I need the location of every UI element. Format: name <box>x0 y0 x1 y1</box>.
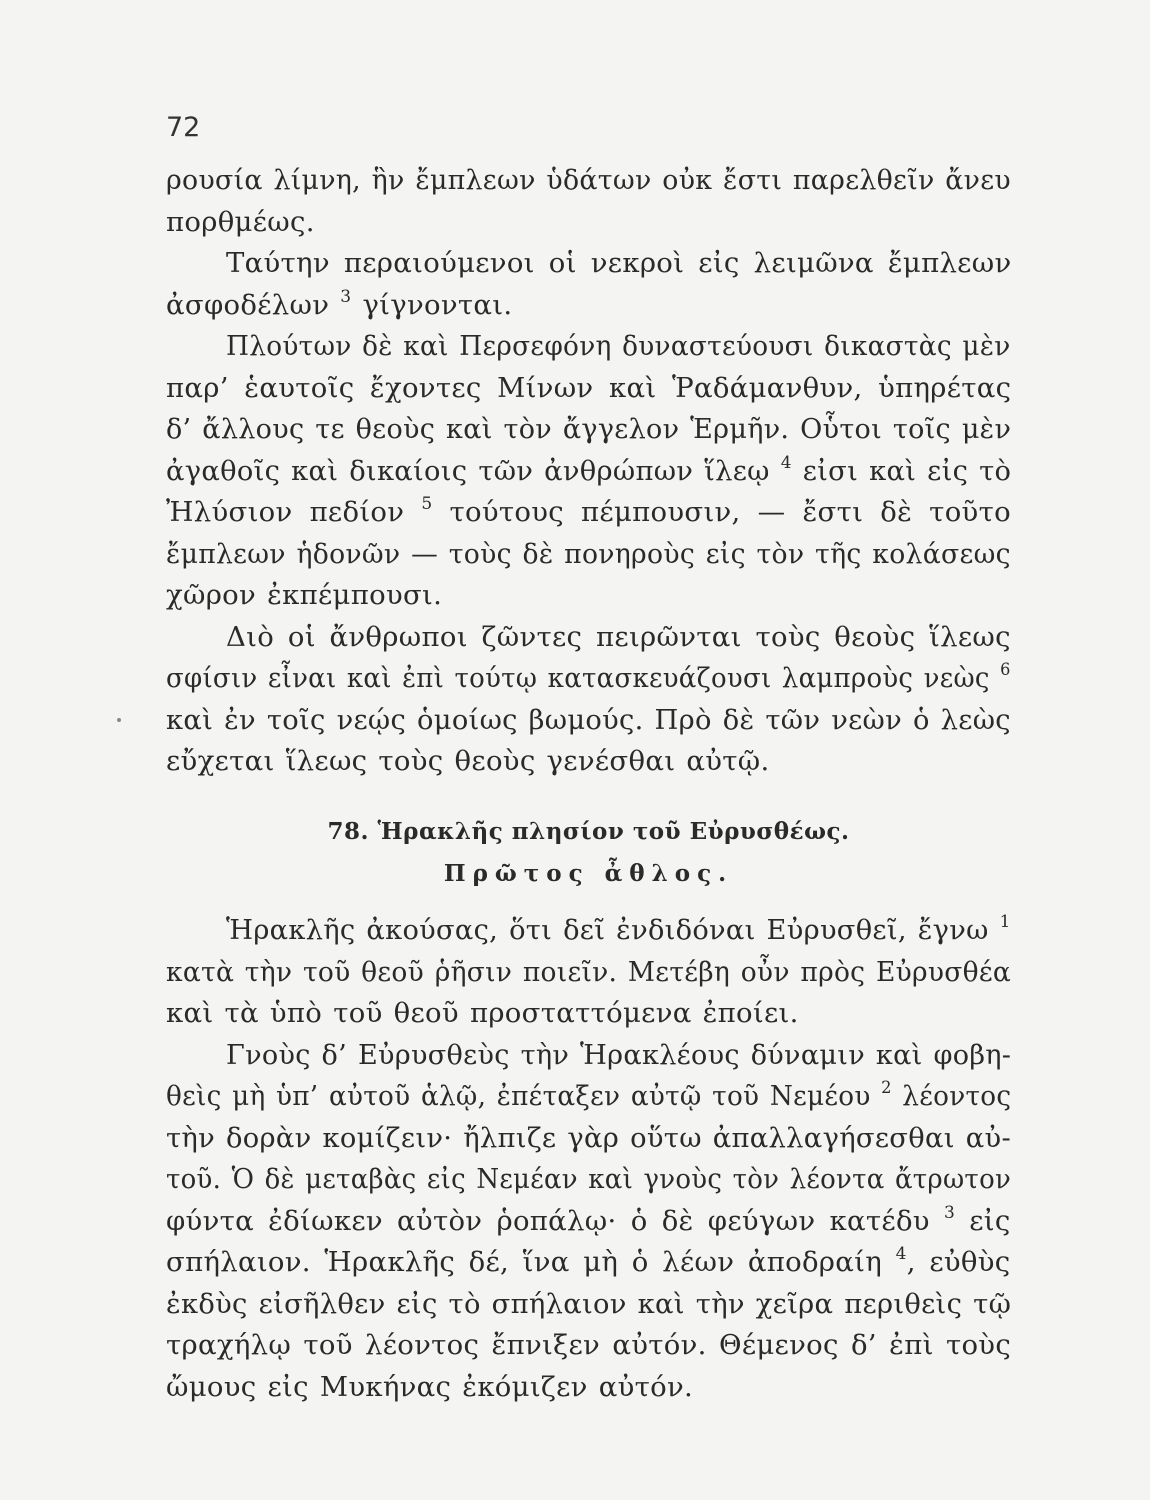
text-line: Ταύτην περαιούμενοι οἱ νεκροὶ εἰς λειμῶνα ἔμπλεων <box>226 247 1012 279</box>
text-line: Γνοὺς δ’ Εὐρυσθεὺς τὴν Ἡρακλέους δύναμιν καὶ φοβη- <box>226 1038 1012 1071</box>
text-line: πορθμέως. <box>166 205 315 238</box>
text-line: Ἡρακλῆς ἀκούσας, ὅτι δεῖ ἐνδιδόναι Εὐρυσθεῖ, ἔγνω $^1$ <box>226 912 1011 946</box>
text-line: κατὰ τὴν τοῦ θεοῦ ῥῆσιν ποιεῖν. Μετέβη οὖν πρὸς Εὐρυσθέα <box>166 955 1012 988</box>
passage-underworld <box>166 160 1011 783</box>
text-line: θεὶς μὴ ὑπ’ αὐτοῦ ἁλῷ, ἐπέταξεν αὐτῷ τοῦ Νεμέου $^2$ λέοντος <box>166 1078 1012 1112</box>
text-line: σφίσιν εἶναι καὶ ἐπὶ τούτῳ κατασκευάζουσι λαμπροὺς νεὼς $^6$ <box>166 660 1011 694</box>
section-heading: 78. Ἡρακλῆς πλησίον τοῦ Εὐρυσθέως. <box>327 818 850 845</box>
text-line: Ἠλύσιον πεδίον $^5$ τούτους πέμπουσιν, — ἔστι δὲ τοῦτο <box>166 494 1011 528</box>
text-line: παρ’ ἑαυτοῖς ἔχοντες Μίνων καὶ Ῥαδάμανθυν, ὑπηρέτας <box>166 371 1012 404</box>
text-line: ἐκδὺς εἰσῆλθεν εἰς τὸ σπήλαιον καὶ τὴν χεῖρα περιθεὶς τῷ <box>166 1287 1012 1320</box>
text-line: φύντα ἐδίωκεν αὐτὸν ῥοπάλῳ· ὁ δὲ φεύγων κατέδυ $^3$ εἰς <box>166 1202 1011 1237</box>
text-line: καὶ ἐν τοῖς νεῴς ὁμοίως βωμούς. Πρὸ δὲ τῶν νεὼν ὁ λεὼς <box>166 703 1011 736</box>
footnote-ref: 1 <box>999 912 1011 932</box>
footnote-ref: 3 <box>943 1202 956 1223</box>
footnote-ref: 4 <box>895 1244 907 1264</box>
text-line: ὤμους εἰς Μυκήνας ἐκόμιζεν αὐτόν. <box>166 1370 694 1403</box>
passage-heracles <box>166 910 1011 1408</box>
text-line: ἔμπλεων ἡδονῶν — τοὺς δὲ πονηροὺς εἰς τὸν τῆς κολάσεως <box>166 537 1011 570</box>
footnote-ref: 2 <box>881 1078 892 1098</box>
text-line: εὔχεται ἵλεως τοὺς θεοὺς γενέσθαι αὐτῷ. <box>166 745 770 777</box>
margin-mark <box>117 718 121 722</box>
text-line: Διὸ οἱ ἄνθρωποι ζῶντες πειρῶνται τοὺς θεοὺς ἵλεως <box>226 620 1011 653</box>
text-line: ρουσία λίμνη, ἣν ἔμπλεων ὑδάτων οὐκ ἔστι παρελθεῖν ἄνευ <box>166 164 1011 196</box>
section-subheading: Πρῶτος ἆθλος. <box>443 860 734 887</box>
footnote-ref: 6 <box>1000 660 1011 680</box>
text-line: Πλούτων δὲ καὶ Περσεφόνη δυναστεύουσι δικαστὰς μὲν <box>226 330 1011 362</box>
text-line: χῶρον ἐκπέμπουσι. <box>166 579 443 611</box>
footnote-ref: 4 <box>780 452 792 473</box>
text-line: καὶ τὰ ὑπὸ τοῦ θεοῦ προσταττόμενα ἐποίει. <box>166 997 799 1029</box>
text-line: τοῦ. Ὁ δὲ μεταβὰς εἰς Νεμέαν καὶ γνοὺς τὸν λέοντα ἄτρωτον <box>166 1163 1012 1195</box>
text-line: σπήλαιον. Ἡρακλῆς δέ, ἵνα μὴ ὁ λέων ἀποδραίη $^4$, εὐθὺς <box>166 1244 1011 1278</box>
text-line: ἀγαθοῖς καὶ δικαίοις τῶν ἀνθρώπων ἵλεῳ $^4$ εἰσι καὶ εἰς τὸ <box>166 452 1012 487</box>
page-number: 72 <box>166 112 201 143</box>
text-line: τραχήλῳ τοῦ λέοντος ἔπνιξεν αὐτόν. Θέμενος δ’ ἐπὶ τοὺς <box>166 1329 1012 1361</box>
footnote-ref: 5 <box>421 494 433 514</box>
footnote-ref: 3 <box>340 286 352 307</box>
text-line: τὴν δορὰν κομίζειν· ἤλπιζε γὰρ οὕτω ἀπαλλαγήσεσθαι αὐ- <box>166 1121 1011 1154</box>
text-line: δ’ ἄλλους τε θεοὺς καὶ τὸν ἄγγελον Ἑρμῆν. Οὗτοι τοῖς μὲν <box>166 413 1012 445</box>
text-line: ἀσφοδέλων $^3$ γίγνονται. <box>166 286 513 321</box>
